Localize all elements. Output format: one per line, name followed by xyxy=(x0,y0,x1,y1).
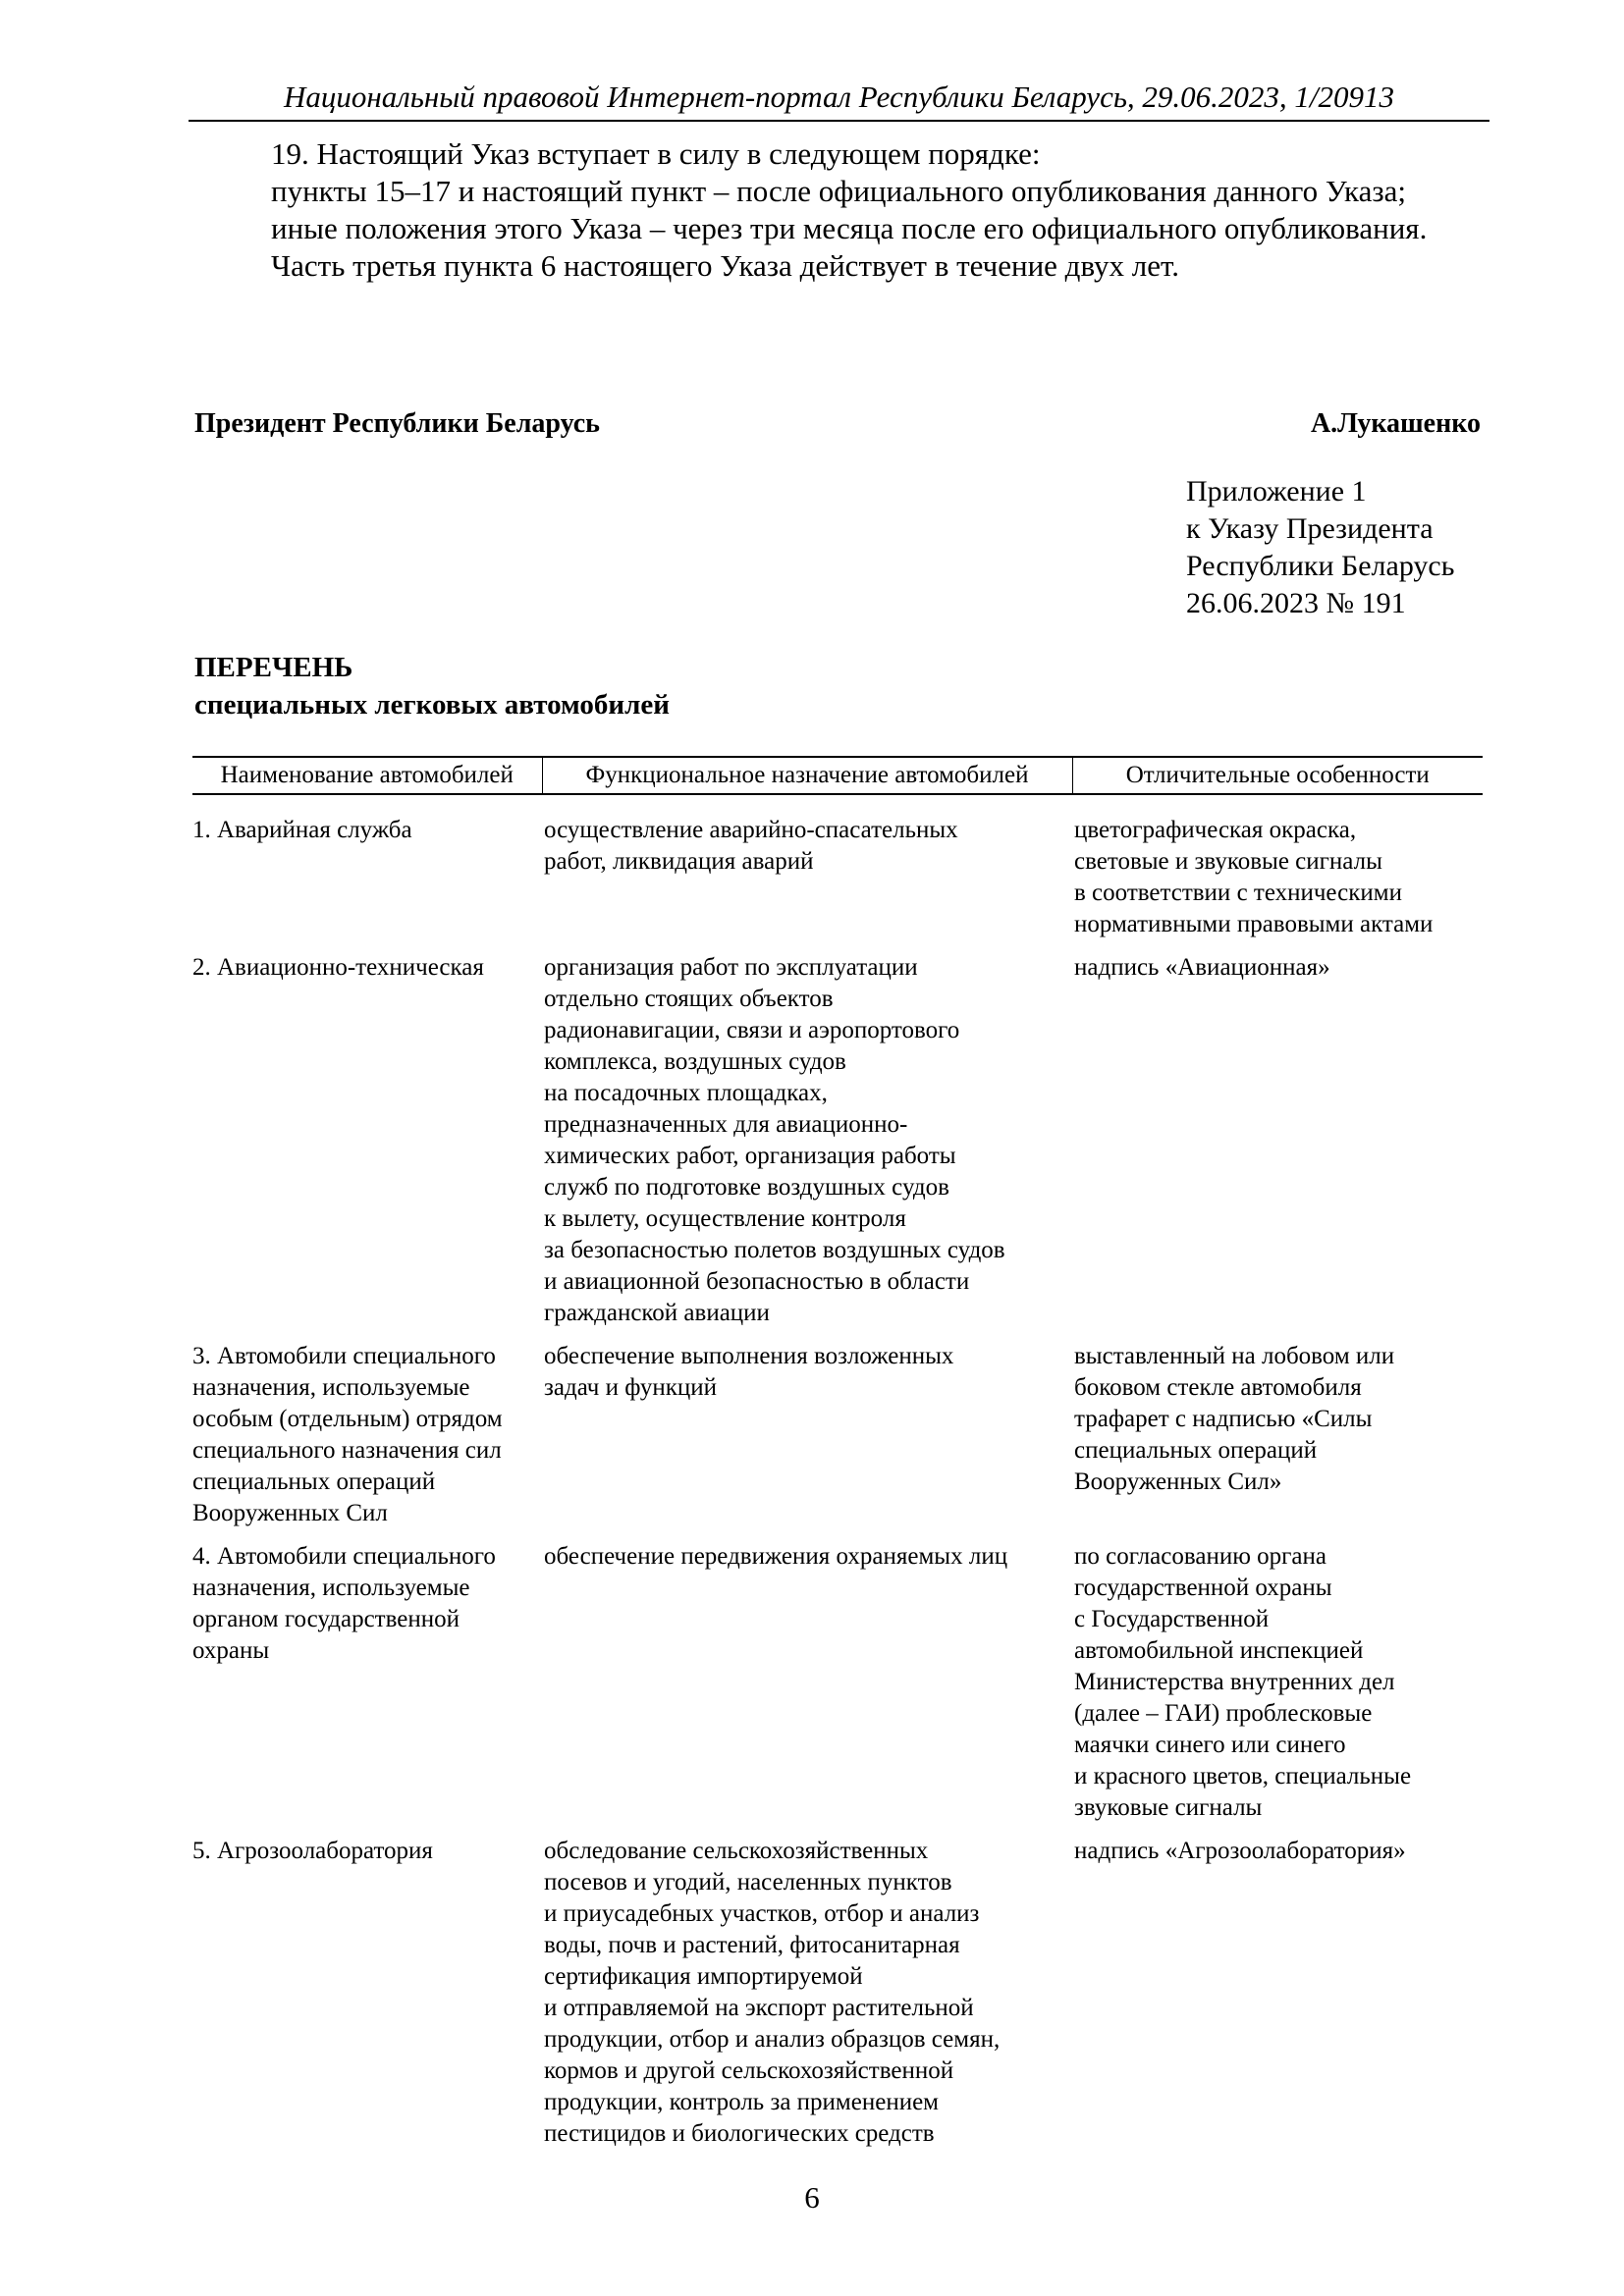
table-row xyxy=(192,1341,1483,1541)
cell-line: отдельно стоящих объектов xyxy=(544,986,834,1012)
cell-line: назначения, используемые xyxy=(192,1575,470,1601)
cell-line: 4. Автомобили специального xyxy=(192,1543,496,1570)
cell-line: по согласованию органа xyxy=(1074,1543,1326,1570)
paragraph-items-15-17: пункты 15–17 и настоящий пункт – после официального опубликования данного Указа; xyxy=(271,174,1407,208)
cell-line: служб по подготовке воздушных судов xyxy=(544,1174,949,1201)
cell-line: и отправляемой на экспорт растительной xyxy=(544,1995,974,2021)
cell-function xyxy=(542,1341,1072,1541)
cell-line: гражданской авиации xyxy=(544,1300,770,1326)
cell-line: с Государственной xyxy=(1074,1606,1270,1632)
cell-line: продукции, контроль за применением xyxy=(544,2089,939,2115)
signature-name: А.Лукашенко xyxy=(1310,408,1481,439)
cell-line: цветографическая окраска, xyxy=(1074,817,1357,843)
cell-line: и приусадебных участков, отбор и анализ xyxy=(544,1900,980,1927)
cell-line: Вооруженных Сил» xyxy=(1074,1468,1282,1495)
cell-line: радионавигации, связи и аэропортового xyxy=(544,1017,960,1043)
cell-line: работ, ликвидация аварий xyxy=(544,848,814,875)
cell-line: в соответствии с техническими xyxy=(1074,880,1402,906)
paragraph-part-three: Часть третья пункта 6 настоящего Указа действует в течение двух лет. xyxy=(271,248,1179,283)
cell-function xyxy=(542,794,1072,952)
cell-name xyxy=(192,1341,542,1541)
cell-line: специального назначения сил xyxy=(192,1437,502,1464)
cell-line: 2. Авиационно-техническая xyxy=(192,954,484,981)
table-header-row xyxy=(192,757,1483,794)
cell-features xyxy=(1072,1836,1483,2162)
table-row xyxy=(192,952,1483,1341)
cell-line: 1. Аварийная служба xyxy=(192,817,412,843)
cell-line: боковом стекле автомобиля xyxy=(1074,1374,1362,1401)
cell-line: продукции, отбор и анализ образцов семян, xyxy=(544,2026,1001,2053)
header-function: Функциональное назначение автомобилей xyxy=(542,757,1072,794)
cell-line: трафарет с надписью «Силы xyxy=(1074,1406,1373,1432)
annex-line: 26.06.2023 № 191 xyxy=(1186,587,1406,619)
signature-position: Президент Республики Беларусь xyxy=(194,408,600,439)
cell-line: Вооруженных Сил xyxy=(192,1500,388,1526)
cell-line: государственной охраны xyxy=(1074,1575,1332,1601)
cell-line: посевов и угодий, населенных пунктов xyxy=(544,1869,952,1896)
cell-line: на посадочных площадках, xyxy=(544,1080,828,1106)
cell-line: и авиационной безопасностью в области xyxy=(544,1268,970,1295)
cell-line: обследование сельскохозяйственных xyxy=(544,1838,929,1864)
cell-line: предназначенных для авиационно- xyxy=(544,1111,908,1138)
cell-line: к вылету, осуществление контроля xyxy=(544,1205,906,1232)
cell-line: воды, почв и растений, фитосанитарная xyxy=(544,1932,960,1958)
cell-features xyxy=(1072,952,1483,1341)
cell-features xyxy=(1072,794,1483,952)
cell-line: сертификация импортируемой xyxy=(544,1963,863,1990)
cell-features xyxy=(1072,1541,1483,1836)
list-subtitle: специальных легковых автомобилей xyxy=(194,689,670,721)
cell-line: специальных операций xyxy=(192,1468,436,1495)
header-features: Отличительные особенности xyxy=(1072,757,1483,794)
table-row xyxy=(192,1541,1483,1836)
paragraph-19: 19. Настоящий Указ вступает в силу в следующем порядке: xyxy=(271,136,1041,171)
cell-line: специальных операций xyxy=(1074,1437,1318,1464)
cell-line: надпись «Авиационная» xyxy=(1074,954,1330,981)
list-title: ПЕРЕЧЕНЬ xyxy=(194,652,353,683)
annex-line: Республики Беларусь xyxy=(1186,550,1455,582)
cell-name xyxy=(192,1836,542,2162)
cell-function xyxy=(542,1541,1072,1836)
annex-reference xyxy=(1186,473,1454,622)
cell-line: выставленный на лобовом или xyxy=(1074,1343,1395,1369)
cell-line: особым (отдельным) отрядом xyxy=(192,1406,503,1432)
cell-line: задач и функций xyxy=(544,1374,717,1401)
cell-function xyxy=(542,1836,1072,2162)
cell-line: звуковые сигналы xyxy=(1074,1794,1263,1821)
cell-line: нормативными правовыми актами xyxy=(1074,911,1434,937)
cell-line: назначения, используемые xyxy=(192,1374,470,1401)
vehicles-table xyxy=(192,756,1483,2162)
cell-line: (далее – ГАИ) проблесковые xyxy=(1074,1700,1373,1727)
annex-line: Приложение 1 xyxy=(1186,475,1367,507)
cell-line: световые и звуковые сигналы xyxy=(1074,848,1382,875)
cell-line: автомобильной инспекцией xyxy=(1074,1637,1364,1664)
cell-line: надпись «Агрозоолаборатория» xyxy=(1074,1838,1406,1864)
cell-name xyxy=(192,952,542,1341)
cell-line: обеспечение передвижения охраняемых лиц xyxy=(544,1543,1008,1570)
decree-body xyxy=(194,135,1481,285)
portal-header: Национальный правовой Интернет-портал Республики Беларусь, 29.06.2023, 1/20913 xyxy=(189,75,1489,122)
cell-function xyxy=(542,952,1072,1341)
cell-line: и красного цветов, специальные xyxy=(1074,1763,1412,1789)
cell-name xyxy=(192,794,542,952)
table-row xyxy=(192,1836,1483,2162)
cell-line: комплекса, воздушных судов xyxy=(544,1048,846,1075)
cell-line: организация работ по эксплуатации xyxy=(544,954,918,981)
cell-line: 5. Агрозоолаборатория xyxy=(192,1838,433,1864)
cell-line: 3. Автомобили специального xyxy=(192,1343,496,1369)
annex-line: к Указу Президента xyxy=(1186,512,1434,545)
cell-line: за безопасностью полетов воздушных судов xyxy=(544,1237,1005,1263)
cell-line: маячки синего или синего xyxy=(1074,1732,1346,1758)
cell-line: химических работ, организация работы xyxy=(544,1143,956,1169)
page-number: 6 xyxy=(804,2180,820,2215)
cell-line: пестицидов и биологических средств xyxy=(544,2120,935,2147)
cell-line: охраны xyxy=(192,1637,270,1664)
cell-name xyxy=(192,1541,542,1836)
cell-line: органом государственной xyxy=(192,1606,460,1632)
cell-features xyxy=(1072,1341,1483,1541)
header-name: Наименование автомобилей xyxy=(192,757,542,794)
cell-line: Министерства внутренних дел xyxy=(1074,1669,1395,1695)
table-row xyxy=(192,794,1483,952)
cell-line: кормов и другой сельскохозяйственной xyxy=(544,2057,954,2084)
cell-line: обеспечение выполнения возложенных xyxy=(544,1343,954,1369)
paragraph-other-provisions: иные положения этого Указа – через три месяца после его официального опубликования. xyxy=(271,211,1428,245)
cell-line: осуществление аварийно-спасательных xyxy=(544,817,958,843)
